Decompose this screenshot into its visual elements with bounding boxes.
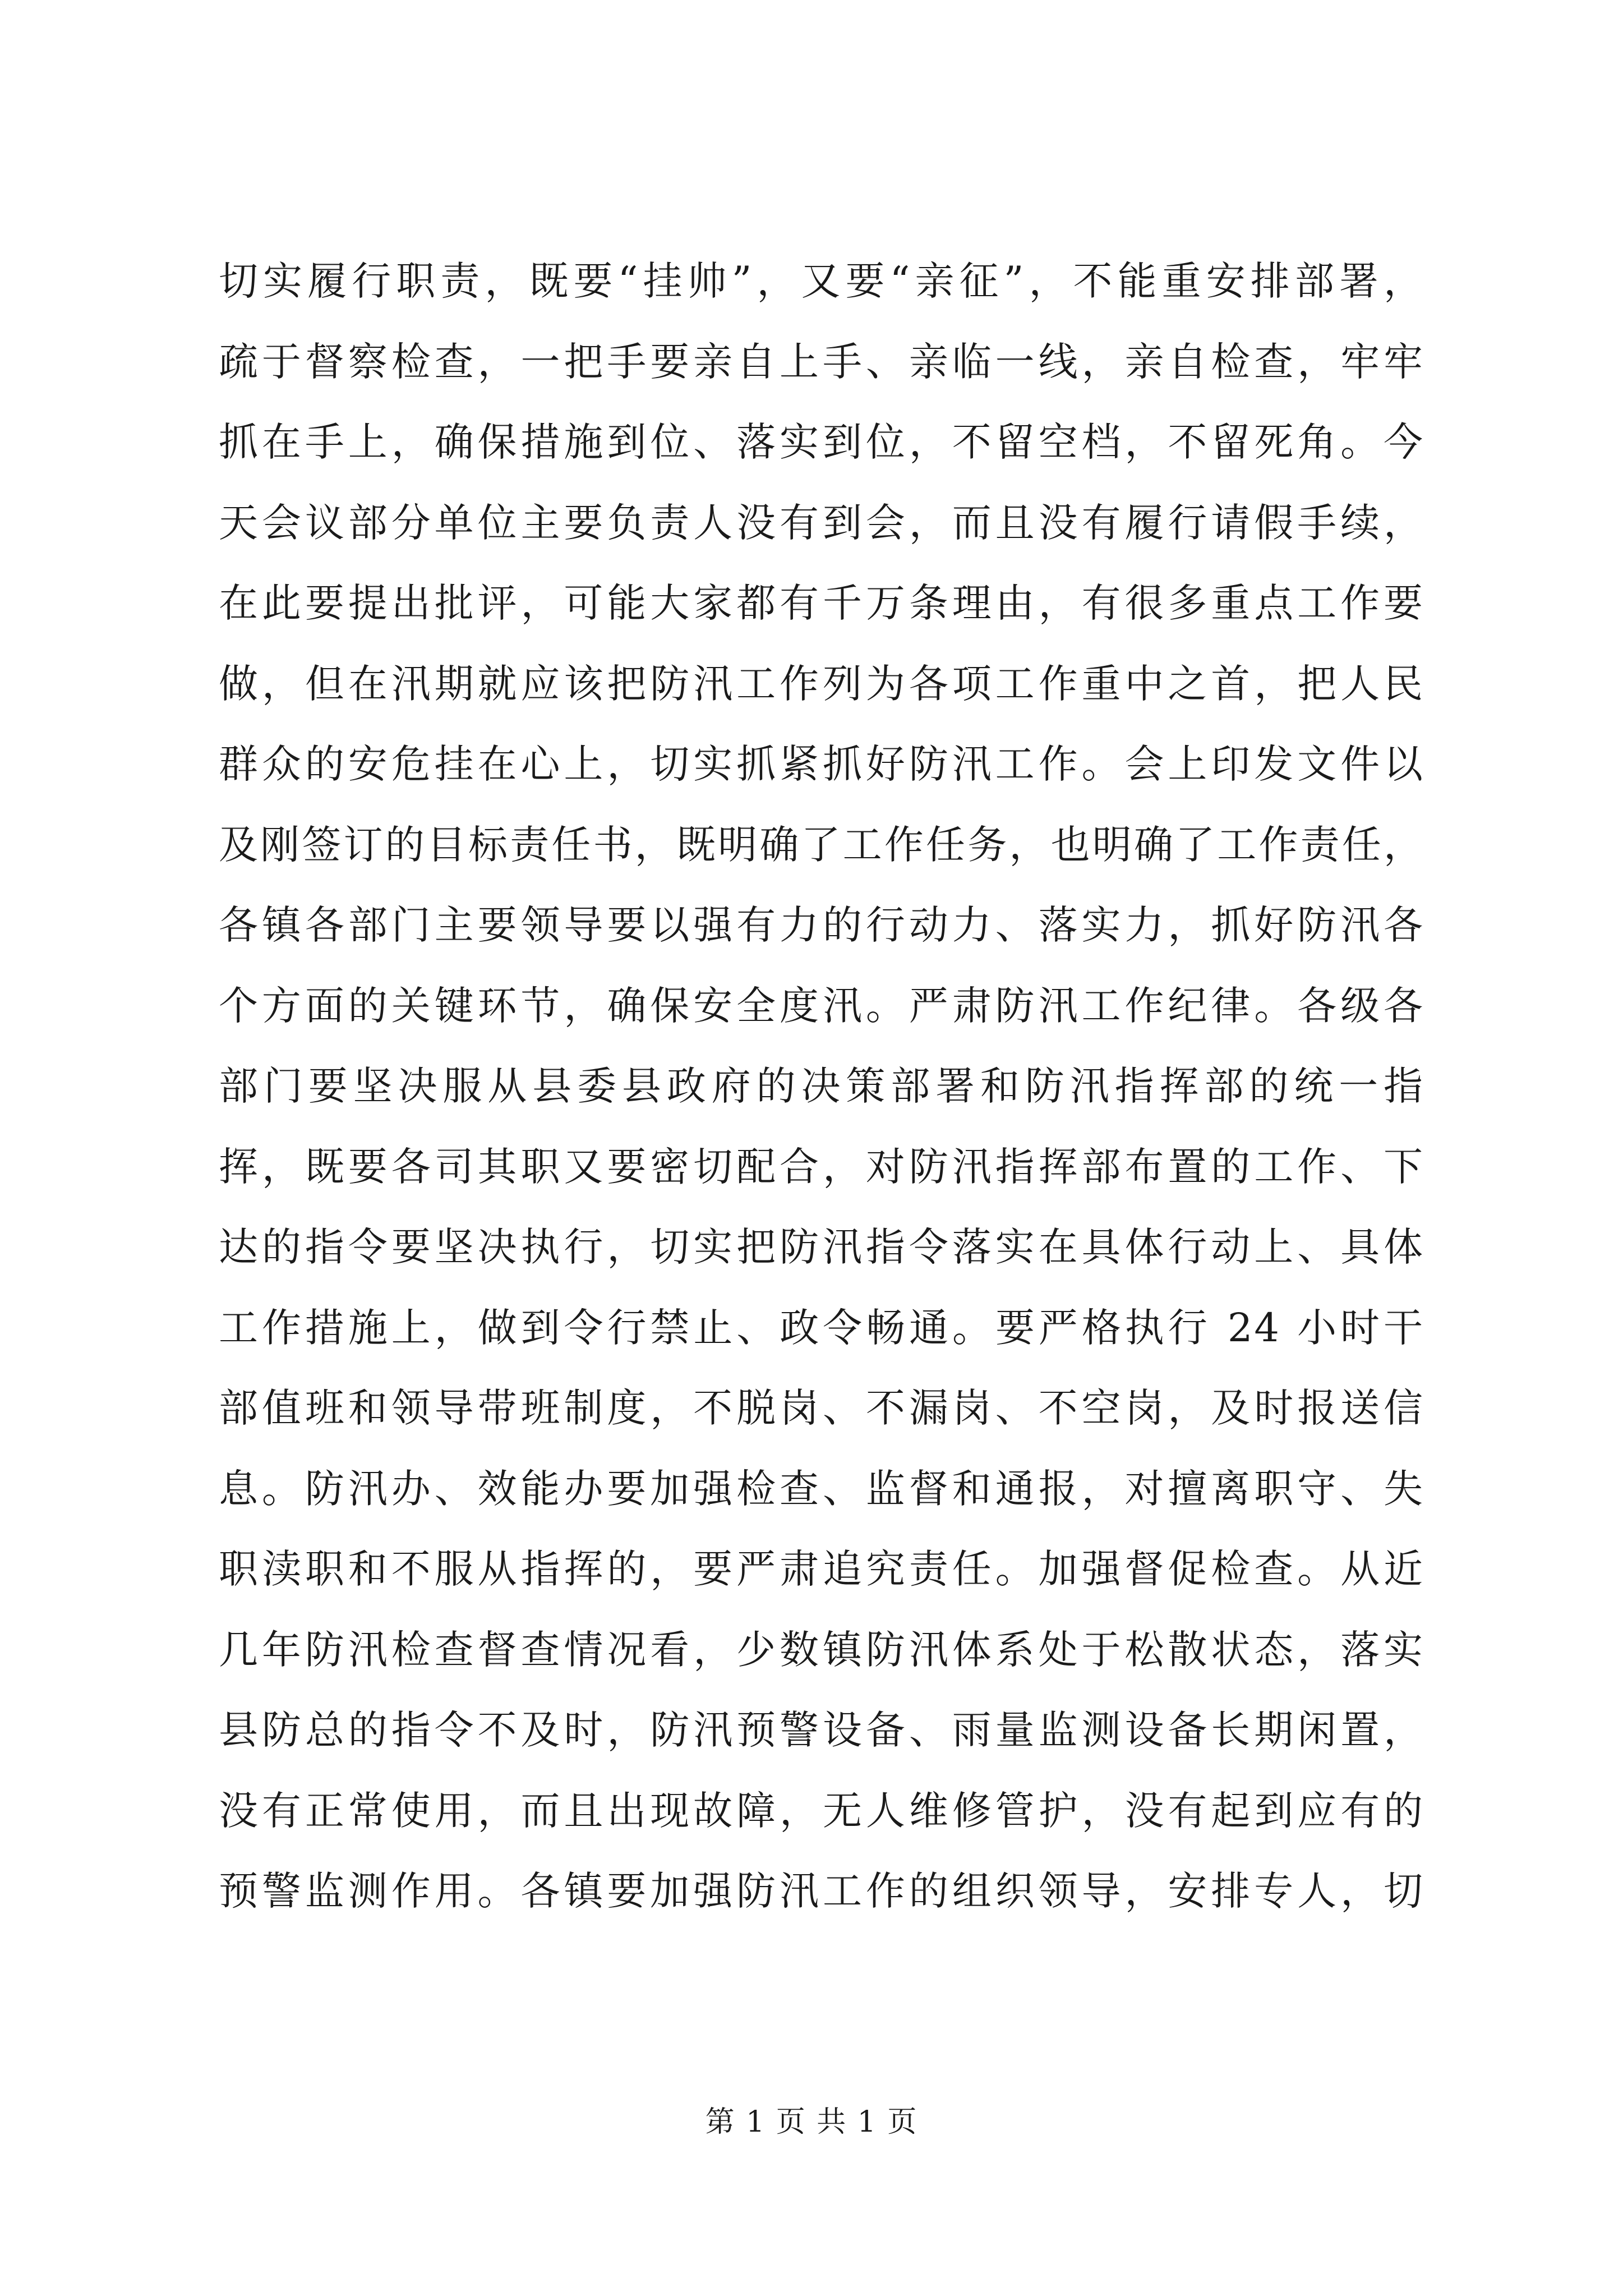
text-line-19: 县防总的指令不及时，防汛预警设备、雨量监测设备长期闲置， — [219, 1707, 1424, 1753]
text-line-8: 及刚签订的目标责任书，既明确了工作任务，也明确了工作责任， — [219, 821, 1424, 868]
text-line-1: 切实履行职责，既要“挂帅”，又要“亲征”，不能重安排部署， — [219, 258, 1424, 304]
text-line-17: 职渎职和不服从指挥的，要严肃追究责任。加强督促检查。从近 — [219, 1546, 1424, 1592]
text-line-20: 没有正常使用，而且出现故障，无人维修管护，没有起到应有的 — [219, 1787, 1424, 1834]
page-footer: 第 1 页 共 1 页 — [705, 2105, 918, 2139]
text-line-6: 做，但在汛期就应该把防汛工作列为各项工作重中之首，把人民 — [219, 660, 1424, 707]
text-line-11: 部门要坚决服从县委县政府的决策部署和防汛指挥部的统一指 — [219, 1063, 1424, 1109]
text-line-5: 在此要提出批评，可能大家都有千万条理由，有很多重点工作要 — [219, 580, 1424, 626]
text-line-18: 几年防汛检查督查情况看，少数镇防汛体系处于松散状态，落实 — [219, 1626, 1424, 1673]
text-line-15: 部值班和领导带班制度，不脱岗、不漏岗、不空岗，及时报送信 — [219, 1385, 1424, 1431]
text-line-12: 挥，既要各司其职又要密切配合，对防汛指挥部布置的工作、下 — [219, 1143, 1424, 1190]
text-line-13: 达的指令要坚决执行，切实把防汛指令落实在具体行动上、具体 — [219, 1224, 1424, 1270]
text-line-16: 息。防汛办、效能办要加强检查、监督和通报，对擅离职守、失 — [219, 1465, 1424, 1512]
body-text — [219, 241, 1424, 1932]
text-line-14: 工作措施上，做到令行禁止、政令畅通。要严格执行 24 小时干 — [219, 1304, 1424, 1351]
text-line-10: 个方面的关键环节，确保安全度汛。严肃防汛工作纪律。各级各 — [219, 982, 1424, 1029]
text-line-9: 各镇各部门主要领导要以强有力的行动力、落实力，抓好防汛各 — [219, 902, 1424, 948]
text-line-21: 预警监测作用。各镇要加强防汛工作的组织领导，安排专人，切 — [219, 1868, 1424, 1914]
text-line-2: 疏于督察检查，一把手要亲自上手、亲临一线，亲自检查，牢牢 — [219, 338, 1424, 385]
text-line-7: 群众的安危挂在心上，切实抓紧抓好防汛工作。会上印发文件以 — [219, 741, 1424, 787]
text-line-3: 抓在手上，确保措施到位、落实到位，不留空档，不留死角。今 — [219, 419, 1424, 465]
text-line-4: 天会议部分单位主要负责人没有到会，而且没有履行请假手续， — [219, 499, 1424, 546]
